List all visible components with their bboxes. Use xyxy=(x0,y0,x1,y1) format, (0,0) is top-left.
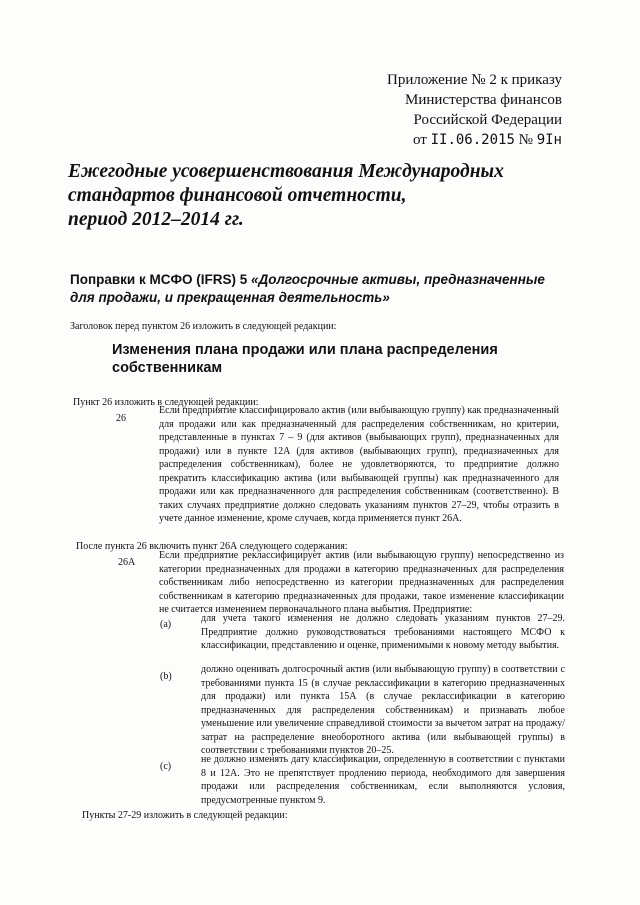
appendix-line-1: Приложение № 2 к приказу xyxy=(387,72,562,88)
document-title xyxy=(68,160,538,232)
paragraph-26-number: 26 xyxy=(116,413,126,424)
list-item-a: для учета такого изменения не должно следовать указаниям пунктов 27–29. Предприятие должно руководствоваться требованиями настоящего МСФО к классификации, представлению и оценке, применимыми к новому методу выбытия. xyxy=(201,613,565,651)
date-prefix: от xyxy=(412,132,427,148)
instruction-paragraph-26a: После пункта 26 включить пункт 26А следующего содержания: xyxy=(76,541,348,552)
list-label-b: (b) xyxy=(160,671,172,682)
list-label-a: (a) xyxy=(160,619,172,630)
paragraph-26-text: Если предприятие классифицировало актив (или выбывающую группу) как предназначенный для продажи или как предназначенный для распределения собственникам, но критерии, представленные в пунктах 7 – 9 (для активов (выбывающих групп), предназначенных для продажи) или в пункте 12А (для активов (выбывающих групп), предназначенных для распределения собственникам), более не удовлетворяются, то предприятие должно прекратить классификацию актива (или выбывающей группы) как предназначенного для продажи или как предназначенного для распределения собственникам (соответственно). В таких случаях предприятие должно следовать указаниям пунктов 27–29, чтобы отразить в учете данное изменение, кроме случаев, когда применяется пункт 26А. xyxy=(159,405,559,524)
number-sign: № xyxy=(518,132,533,148)
paragraph-26a-number: 26А xyxy=(118,557,136,568)
appendix-line-2: Министерства финансов xyxy=(405,92,562,108)
handwritten-number: 9Iн xyxy=(536,132,562,148)
appendix-line-4 xyxy=(387,130,562,150)
title-line-2: стандартов финансовой отчетности, xyxy=(68,185,407,206)
amendment-heading xyxy=(70,271,570,307)
instruction-paragraph-26: Пункт 26 изложить в следующей редакции: xyxy=(73,397,259,408)
list-item-b: должно оценивать долгосрочный актив (или выбывающую группу) в соответствии с требованиями пункта 15 (в случае реклассификации в категорию предназначенных для продажи) или пункта 15А (в случае реклассификации в категорию предназначенных для распределения собственникам) и признавать любое уменьшение или увеличение справедливой стоимости за вычетом затрат на продажу/затрат на распределение внеоборотного актива (или выбывающей группы) в соответствии с требованиями пунктов 20–25. xyxy=(201,664,565,756)
instruction-paragraphs-27-29: Пункты 27-29 изложить в следующей редакции: xyxy=(82,810,288,821)
title-line-1: Ежегодные усовершенствования Международных xyxy=(68,161,504,182)
title-line-3: период 2012–2014 гг. xyxy=(68,209,244,230)
handwritten-date: II.06.2015 xyxy=(430,132,515,148)
paragraph-26a-text: Если предприятие реклассифицирует актив (или выбывающую группу) непосредственно из категории предназначенных для продажи в категорию предназначенных для распределения собственникам либо непосредственно из категории предназначенных для распределения собственникам в категорию предназначенных для продажи, такое изменение классификации не считается изменением первоначального плана выбытия. Предприятие: xyxy=(159,550,564,615)
instruction-heading-26: Заголовок перед пунктом 26 изложить в следующей редакции: xyxy=(70,321,337,332)
amendment-prefix: Поправки к МСФО (IFRS) 5 xyxy=(70,272,248,287)
list-label-c: (c) xyxy=(160,761,172,772)
appendix-reference xyxy=(387,70,562,150)
appendix-line-3: Российской Федерации xyxy=(413,112,562,128)
section-heading: Изменения плана продажи или плана распределения собственникам xyxy=(112,342,498,376)
amendment-standard-name: «Долгосрочные активы, предназначенные для продажи, и прекращенная деятельность» xyxy=(70,272,545,305)
list-item-c: не должно изменять дату классификации, определенную в соответствии с пунктами 8 и 12А. Это не препятствует продлению периода, необходимого для завершения продажи или распределения собственникам, если выполняются условия, предусмотренные пунктом 9. xyxy=(201,754,565,806)
